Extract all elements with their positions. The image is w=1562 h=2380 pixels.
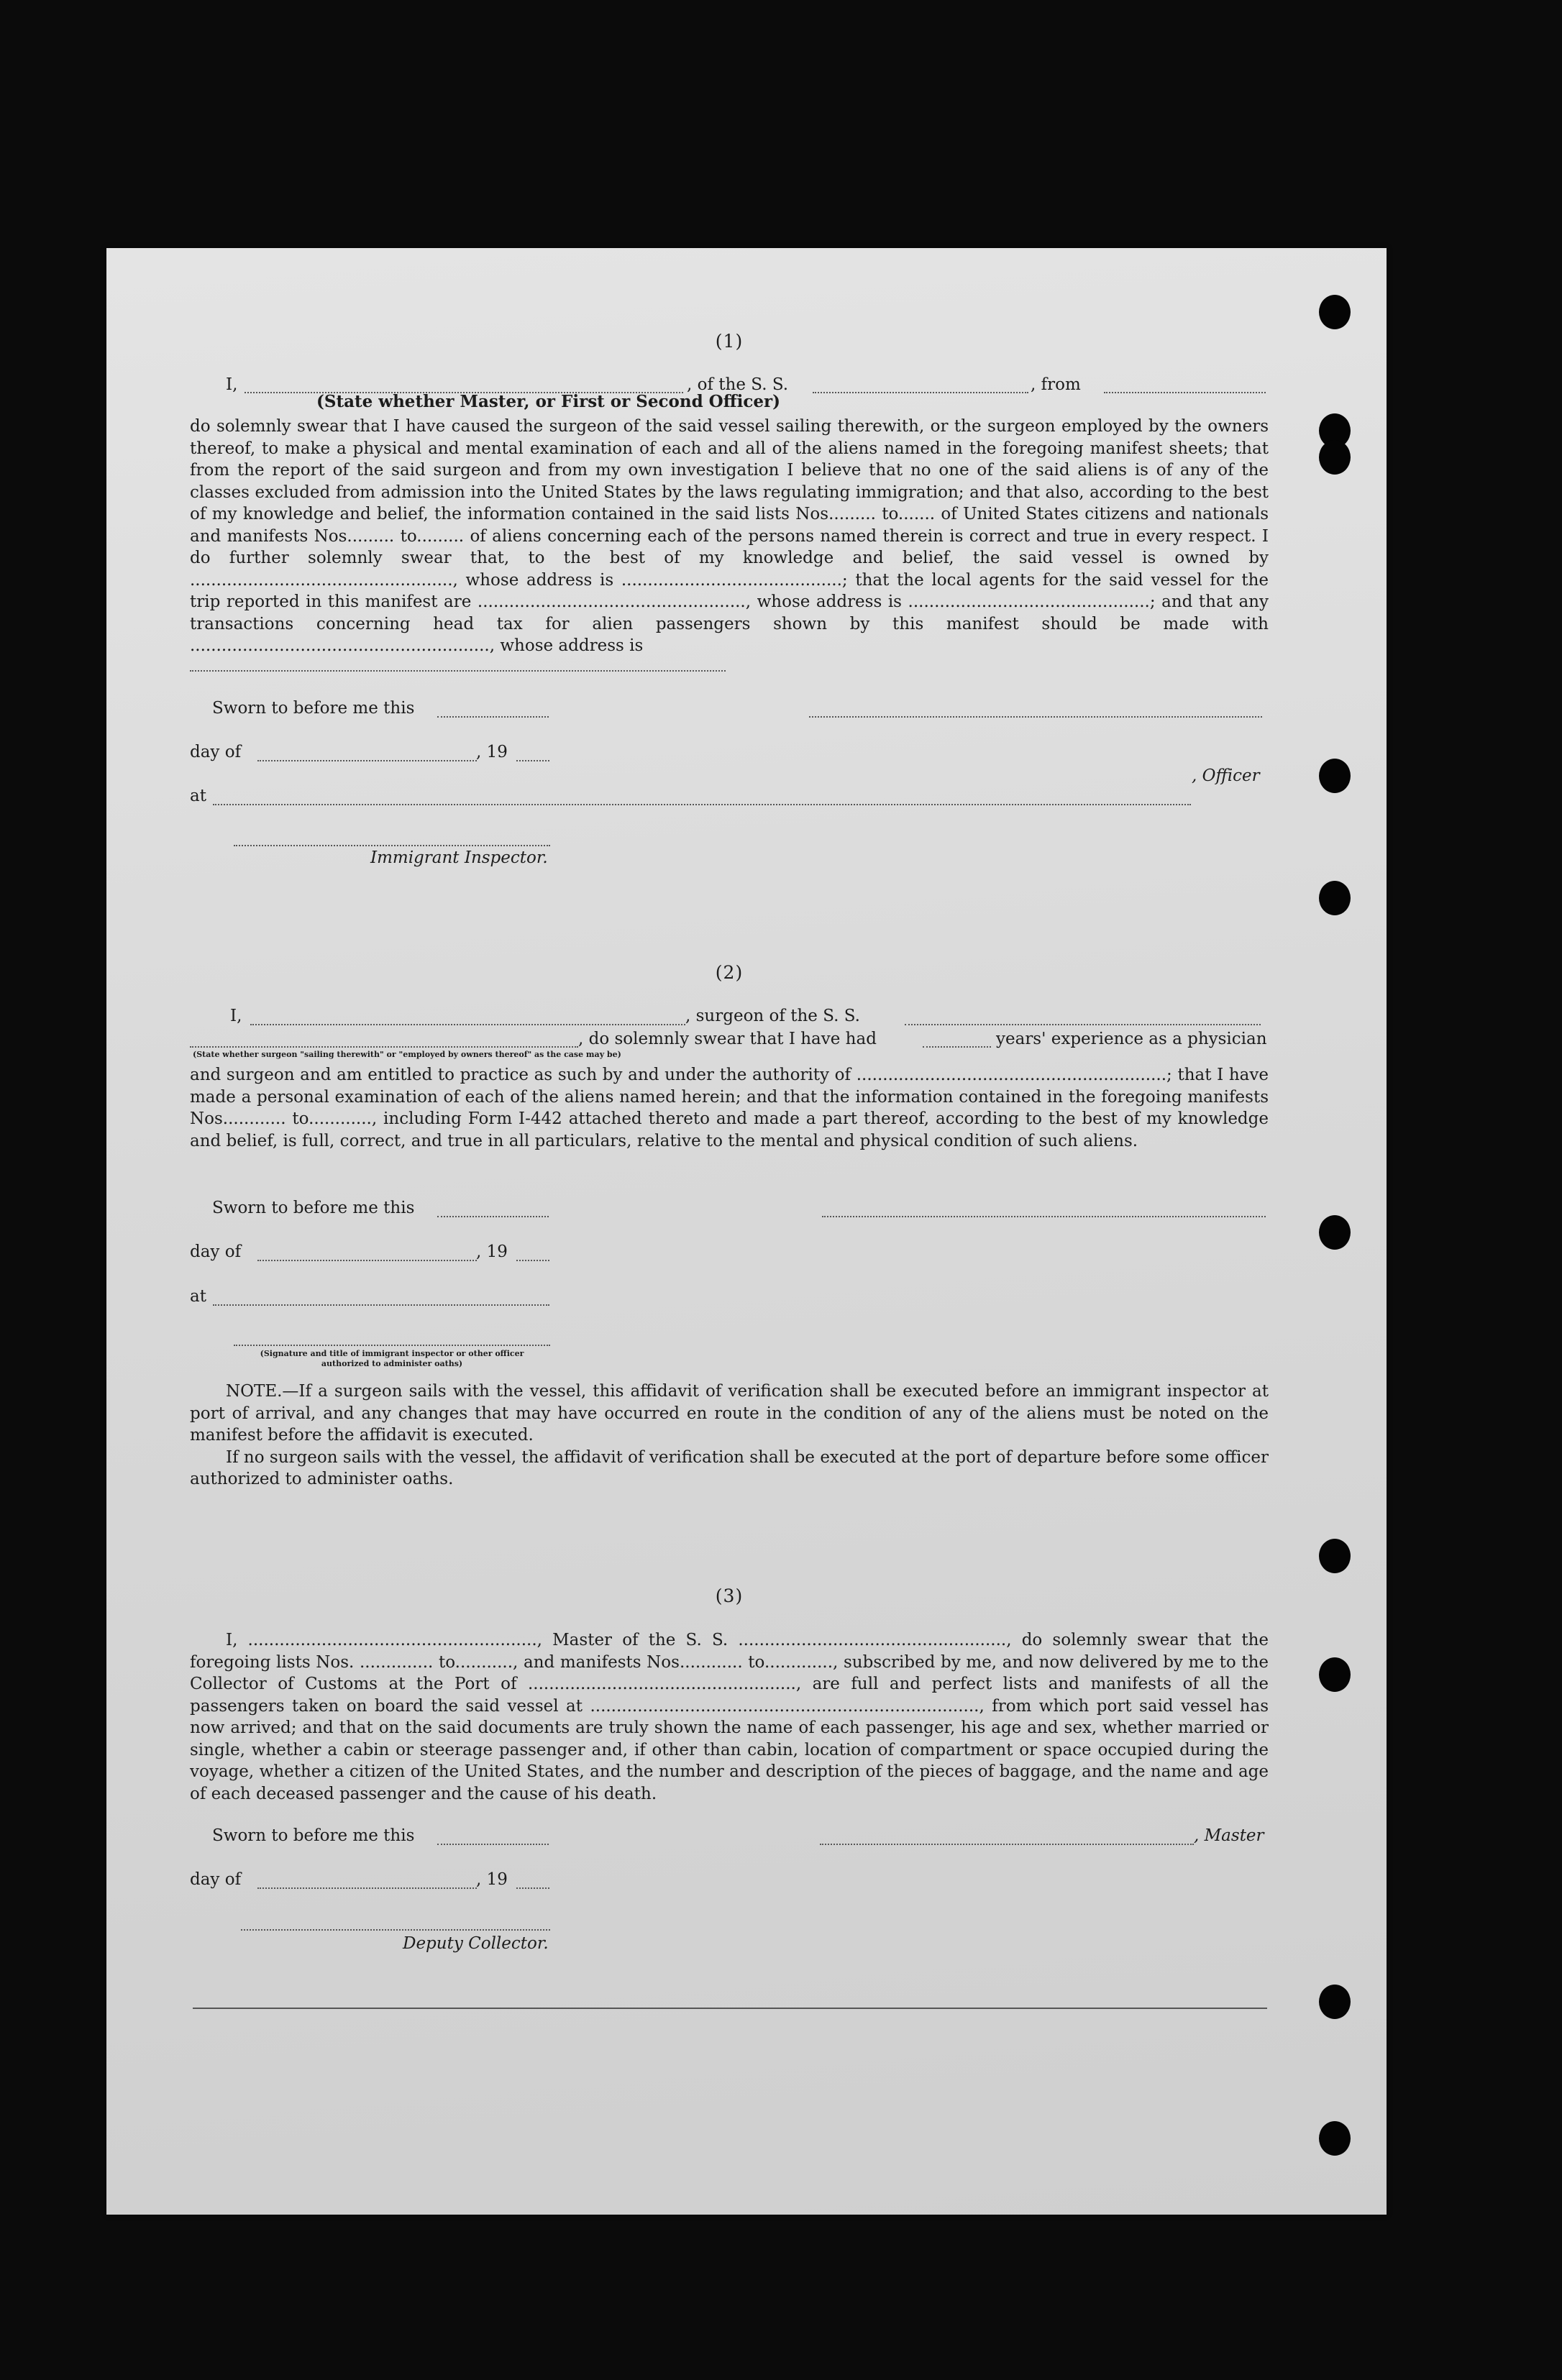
punch-hole	[1319, 1539, 1351, 1573]
section-3-oath-text: I, ......................................................., Master of the S. S. ..................................................., do solemnly swear that the foregoing lists Nos. .............. to..........., and manifests Nos............ to............., subscribed by me, and now delivered by me to the Collector of Customs at the Port of ..................................................., are full and perfect lists and manifests of all the passengers taken on board the said vessel at .........................................................................., from which port said vessel has now arrived; and that on the said documents are truly shown the name of each passenger, his age and sex, whether married or single, whether a cabin or steerage passenger and, if other than cabin, location of compartment or space occupied during the voyage, whether a citizen of the United States, and the number and description of the pieces of baggage, and the name and age of each deceased passenger and the cause of his death.	[190, 1631, 1269, 1803]
head-tax-blank	[190, 670, 726, 672]
section-1-oath-text: do solemnly swear that I have caused the surgeon of the said vessel sailing therewith, or the surgeon employed by the owners thereof, to make a physical and mental examination of each and all of the aliens named in the foregoing manifest sheets; that from the report of the said surgeon and from my own investigation I believe that no one of the said aliens is of any of the classes excluded from admission into the United States by the laws regulating immigration; and that also, according to the best of my knowledge and belief, the information contained in the said lists Nos......... to....... of United States citizens and nationals and manifests Nos......... to......... of aliens concerning each of the persons named therein is correct and true in every respect. I do further solemnly swear that, to the best of my knowledge and belief, the said vessel is owned by .................................................., whose address is ..........................................; that the local agents for the said vessel for the trip reported in this manifest are ..................................................., whose address is ..............................................; and that any transactions concerning head tax for alien passengers shown by this manifest should be made with ........................................................., whose address is	[190, 417, 1269, 655]
of-the-ss-label: , of the S. S.	[687, 375, 789, 394]
punch-hole	[1319, 440, 1351, 475]
officer-caption: (State whether Master, or First or Second Officer)	[316, 392, 780, 411]
note-text-2: If no surgeon sails with the vessel, the affidavit of verification shall be executed at the port of departure before some officer authorized to administer oaths.	[190, 1447, 1269, 1488]
note-text: NOTE.—If a surgeon sails with the vessel, this affidavit of verification shall be executed before an immigrant inspector at port of arrival, and any changes that may have occurred en route in the condition of any of the aliens must be noted on the manifest before the affidavit is executed.	[190, 1382, 1269, 1445]
day-of-label: day of	[190, 1242, 242, 1261]
punch-hole	[1319, 295, 1351, 329]
at-label: at	[190, 1287, 206, 1306]
section-1-body	[190, 416, 1269, 657]
surgeon-status-blank	[190, 1046, 578, 1048]
section-1-line-1	[190, 375, 237, 394]
section-2-body	[190, 1064, 1269, 1152]
years-blank	[923, 1046, 991, 1048]
punch-hole	[1319, 1985, 1351, 2019]
swear-label: , do solemnly swear that I have had	[578, 1030, 877, 1048]
surgeon-signature-blank	[822, 1216, 1266, 1217]
surgeon-caption: (State whether surgeon "sailing therewith" or "employed by owners thereof" as the case may be)	[193, 1050, 621, 1059]
day-of-label: day of	[190, 743, 242, 761]
inspector-caption: Immigrant Inspector.	[370, 848, 548, 867]
inspector-signature-blank	[234, 1345, 550, 1346]
inspector-signature-blank	[234, 845, 550, 846]
day-of-label: day of	[190, 1870, 242, 1889]
master-label: , Master	[1194, 1826, 1264, 1845]
section-2	[190, 962, 1269, 984]
officer-signature-blank	[809, 716, 1262, 718]
punch-hole	[1319, 881, 1351, 915]
vessel-name-blank	[905, 1024, 1261, 1025]
collector-caption: Deputy Collector.	[403, 1934, 549, 1953]
punch-hole	[1319, 2121, 1351, 2156]
section-3-number: (3)	[715, 1585, 744, 1606]
sworn-date-blank	[437, 1216, 549, 1217]
year-label: , 19	[476, 1870, 508, 1889]
month-blank	[257, 760, 477, 761]
inspector-caption: (Signature and title of immigrant inspector or other officer authorized to administer oaths)	[260, 1349, 524, 1368]
sworn-label: Sworn to before me this	[212, 1199, 415, 1217]
line-prefix: I,	[226, 375, 238, 394]
section-2-number: (2)	[715, 962, 744, 983]
year-label: , 19	[476, 743, 508, 761]
from-label: , from	[1031, 375, 1081, 394]
surgeon-name-blank	[250, 1024, 685, 1025]
year-blank	[516, 1887, 549, 1889]
sworn-label: Sworn to before me this	[212, 699, 415, 718]
sworn-date-blank	[437, 716, 549, 718]
from-port-blank	[1104, 392, 1266, 393]
month-blank	[257, 1887, 477, 1889]
punch-hole	[1319, 759, 1351, 793]
section-3	[190, 1585, 1269, 1608]
section-1-number: (1)	[715, 331, 744, 352]
year-blank	[516, 760, 549, 761]
month-blank	[257, 1260, 477, 1261]
years-experience-label: years' experience as a physician	[996, 1030, 1267, 1048]
surgeon-label: , surgeon of the S. S.	[685, 1007, 860, 1025]
section-3-body	[190, 1629, 1269, 1805]
line-prefix: I,	[230, 1007, 242, 1025]
year-blank	[516, 1260, 549, 1261]
at-place-blank	[213, 804, 1191, 805]
section-2-notes	[190, 1381, 1269, 1491]
vessel-name-blank	[813, 392, 1028, 393]
sworn-label: Sworn to before me this	[212, 1826, 415, 1845]
officer-label: , Officer	[1192, 766, 1260, 785]
punch-hole	[1319, 1215, 1351, 1250]
sworn-date-blank	[437, 1844, 549, 1845]
section-1	[190, 331, 1269, 353]
bottom-rule	[193, 2008, 1267, 2009]
collector-signature-blank	[241, 1929, 550, 1931]
punch-hole	[1319, 1657, 1351, 1692]
master-signature-blank	[820, 1844, 1194, 1845]
year-label: , 19	[476, 1242, 508, 1261]
at-label: at	[190, 787, 206, 805]
section-2-oath-text: and surgeon and am entitled to practice as such by and under the authority of ...........................................................; that I have made a personal examination of each of the aliens named herein; and that the information contained in the foregoing manifests Nos............ to............, including Form I-442 attached thereto and made a part thereof, according to the best of my knowledge and belief, is full, correct, and true in all particulars, relative to the mental and physical condition of such aliens.	[190, 1066, 1269, 1150]
at-place-blank	[213, 1304, 549, 1306]
